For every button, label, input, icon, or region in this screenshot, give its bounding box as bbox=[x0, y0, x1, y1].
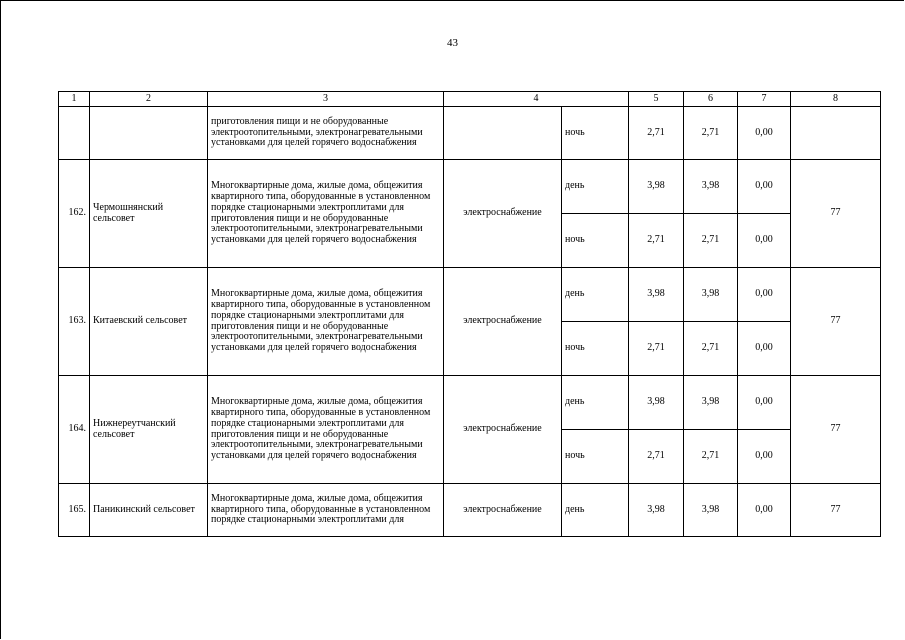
table-row bbox=[59, 268, 881, 322]
value-cell-5: 2,71 bbox=[629, 214, 684, 268]
value-cell-6: 3,98 bbox=[684, 484, 738, 537]
value-cell-5: 2,71 bbox=[629, 322, 684, 376]
service-cell bbox=[444, 107, 562, 160]
value-cell-6: 2,71 bbox=[684, 107, 738, 160]
table-row bbox=[59, 484, 881, 537]
table-row bbox=[59, 107, 881, 160]
description-cell: Многоквартирные дома, жилые дома, общежития квартирного типа, оборудованные в установленном порядке стационарными электроплитами для приготовления пищи и не оборудованные электроотопительными, электронагревательными установками для целей горячего водоснабжения bbox=[208, 160, 444, 268]
service-cell: электроснабжение bbox=[444, 160, 562, 268]
description-cell: приготовления пищи и не оборудованные электроотопительными, электронагревательными установками для целей горячего водоснабжения bbox=[208, 107, 444, 160]
value-cell-6: 3,98 bbox=[684, 376, 738, 430]
value-cell-6: 3,98 bbox=[684, 268, 738, 322]
num-cell bbox=[59, 107, 90, 160]
service-cell: электроснабжение bbox=[444, 268, 562, 376]
name-cell bbox=[90, 107, 208, 160]
header-cell: 3 bbox=[208, 92, 444, 107]
value-cell-7: 0,00 bbox=[738, 160, 791, 214]
value-cell-7: 0,00 bbox=[738, 484, 791, 537]
name-cell: Нижнереутчанский сельсовет bbox=[90, 376, 208, 484]
header-cell: 2 bbox=[90, 92, 208, 107]
value-cell-8 bbox=[791, 107, 881, 160]
value-cell-7: 0,00 bbox=[738, 376, 791, 430]
value-cell-6: 2,71 bbox=[684, 322, 738, 376]
header-cell: 1 bbox=[59, 92, 90, 107]
description-cell: Многоквартирные дома, жилые дома, общежития квартирного типа, оборудованные в установленном порядке стационарными электроплитами для приготовления пищи и не оборудованные электроотопительными, электронагревательными установками для целей горячего водоснабжения bbox=[208, 268, 444, 376]
value-cell-8: 77 bbox=[791, 376, 881, 484]
table-row bbox=[59, 160, 881, 214]
description-cell: Многоквартирные дома, жилые дома, общежития квартирного типа, оборудованные в установленном порядке стационарными электроплитами для bbox=[208, 484, 444, 537]
value-cell-5: 3,98 bbox=[629, 484, 684, 537]
num-cell: 162. bbox=[59, 160, 90, 268]
num-cell: 164. bbox=[59, 376, 90, 484]
header-cell: 5 bbox=[629, 92, 684, 107]
name-cell: Паникинский сельсовет bbox=[90, 484, 208, 537]
value-cell-5: 3,98 bbox=[629, 160, 684, 214]
period-cell: ночь bbox=[562, 214, 629, 268]
description-cell: Многоквартирные дома, жилые дома, общежития квартирного типа, оборудованные в установленном порядке стационарными электроплитами для приготовления пищи и не оборудованные электроотопительными, электронагревательными установками для целей горячего водоснабжения bbox=[208, 376, 444, 484]
num-cell: 165. bbox=[59, 484, 90, 537]
service-cell: электроснабжение bbox=[444, 376, 562, 484]
header-cell: 4 bbox=[444, 92, 629, 107]
header-cell: 8 bbox=[791, 92, 881, 107]
value-cell-8: 77 bbox=[791, 268, 881, 376]
table-row bbox=[59, 376, 881, 430]
period-cell: день bbox=[562, 160, 629, 214]
value-cell-6: 2,71 bbox=[684, 214, 738, 268]
value-cell-5: 2,71 bbox=[629, 107, 684, 160]
value-cell-5: 3,98 bbox=[629, 376, 684, 430]
value-cell-5: 3,98 bbox=[629, 268, 684, 322]
value-cell-6: 2,71 bbox=[684, 430, 738, 484]
value-cell-7: 0,00 bbox=[738, 322, 791, 376]
period-cell: день bbox=[562, 376, 629, 430]
period-cell: ночь bbox=[562, 107, 629, 160]
period-cell: день bbox=[562, 268, 629, 322]
num-cell: 163. bbox=[59, 268, 90, 376]
value-cell-7: 0,00 bbox=[738, 268, 791, 322]
value-cell-8: 77 bbox=[791, 484, 881, 537]
header-row bbox=[59, 92, 881, 107]
name-cell: Китаевский сельсовет bbox=[90, 268, 208, 376]
period-cell: ночь bbox=[562, 322, 629, 376]
value-cell-7: 0,00 bbox=[738, 214, 791, 268]
value-cell-7: 0,00 bbox=[738, 430, 791, 484]
value-cell-6: 3,98 bbox=[684, 160, 738, 214]
period-cell: ночь bbox=[562, 430, 629, 484]
value-cell-7: 0,00 bbox=[738, 107, 791, 160]
value-cell-8: 77 bbox=[791, 160, 881, 268]
name-cell: Чермошнянский сельсовет bbox=[90, 160, 208, 268]
page-number: 43 bbox=[447, 37, 458, 49]
header-cell: 6 bbox=[684, 92, 738, 107]
value-cell-5: 2,71 bbox=[629, 430, 684, 484]
period-cell: день bbox=[562, 484, 629, 537]
tariff-table bbox=[58, 91, 881, 537]
header-cell: 7 bbox=[738, 92, 791, 107]
service-cell: электроснабжение bbox=[444, 484, 562, 537]
